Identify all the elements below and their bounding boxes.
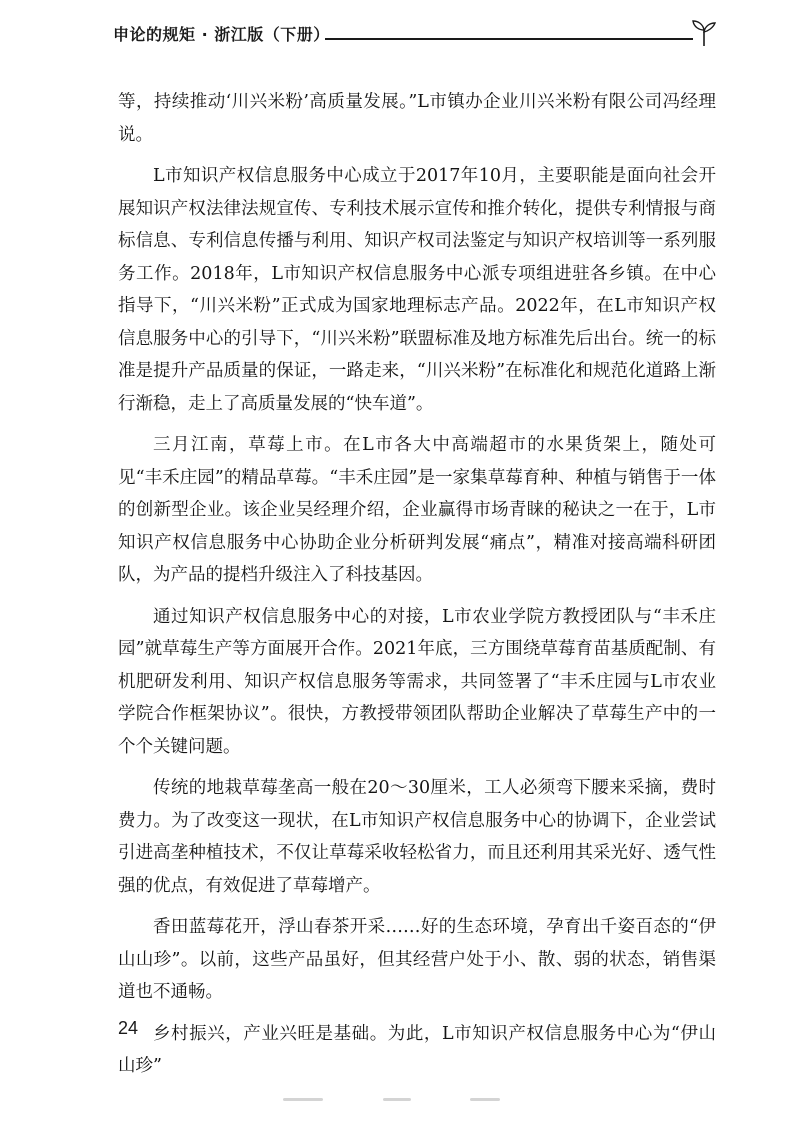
page-number: 24 (118, 1018, 139, 1038)
paragraph: L市知识产权信息服务中心成立于2017年10月，主要职能是面向社会开展知识产权法律法规宣传、专利技术展示宣传和推介转化，提供专利情报与商标信息、专利信息传播与利用、知识产权司法鉴定与知识产权培训等一系列服务工作。2018年，L市知识产权信息服务中心派专项组进驻各乡镇。在中心指导下，“川兴米粉”正式成为国家地理标志产品。2022年，在L市知识产权信息服务中心的引导下，“川兴米粉”联盟标准及地方标准先后出台。统一的标准是提升产品质量的保证，一路走来，“川兴米粉”在标准化和规范化道路上渐行渐稳，走上了高质量发展的“快车道”。 (118, 166, 716, 414)
book-title: 申论的规矩 · 浙江版（下册） (113, 25, 330, 44)
scan-smudge (283, 1098, 323, 1101)
header-rule (325, 38, 693, 40)
paragraph: 香田蓝莓花开，浮山春茶开采……好的生态环境，孕育出千姿百态的“伊山山珍”。以前，这些产品虽好，但其经营户处于小、散、弱的状态，销售渠道也不通畅。 (118, 917, 716, 1002)
paragraph: 乡村振兴，产业兴旺是基础。为此，L市知识产权信息服务中心为“伊山山珍” (118, 1023, 716, 1076)
paragraph: 传统的地栽草莓垄高一般在20～30厘米，工人必须弯下腰来采摘，费时费力。为了改变这一现状，在L市知识产权信息服务中心的协调下，企业尝试引进高垄种植技术，不仅让草莓采收轻松省力，而且还利用其采光好、透气性强的优点，有效促进了草莓增产。 (118, 778, 716, 896)
paragraph-continued: 等，持续推动‘川兴米粉’高质量发展。”L市镇办企业川兴米粉有限公司冯经理说。 (118, 92, 716, 145)
paragraph: 三月江南，草莓上市。在L市各大中高端超市的水果货架上，随处可见“丰禾庄园”的精品草莓。“丰禾庄园”是一家集草莓育种、种植与销售于一体的创新型企业。该企业吴经理介绍，企业赢得市场青睐的秘诀之一在于，L市知识产权信息服务中心协助企业分析研判发展“痛点”，精准对接高端科研团队，为产品的提档升级注入了科技基因。 (118, 435, 716, 585)
scan-smudge (470, 1098, 500, 1101)
scan-smudge (383, 1098, 411, 1101)
sprout-icon (689, 18, 719, 48)
paragraph: 通过知识产权信息服务中心的对接，L市农业学院方教授团队与“丰禾庄园”就草莓生产等方面展开合作。2021年底，三方围绕草莓育苗基质配制、有机肥研发利用、知识产权信息服务等需求，共同签署了“丰禾庄园与L市农业学院合作框架协议”。很快，方教授带领团队帮助企业解决了草莓生产中的一个个关键问题。 (118, 606, 716, 757)
page-body (118, 86, 716, 1092)
running-header (113, 18, 713, 50)
